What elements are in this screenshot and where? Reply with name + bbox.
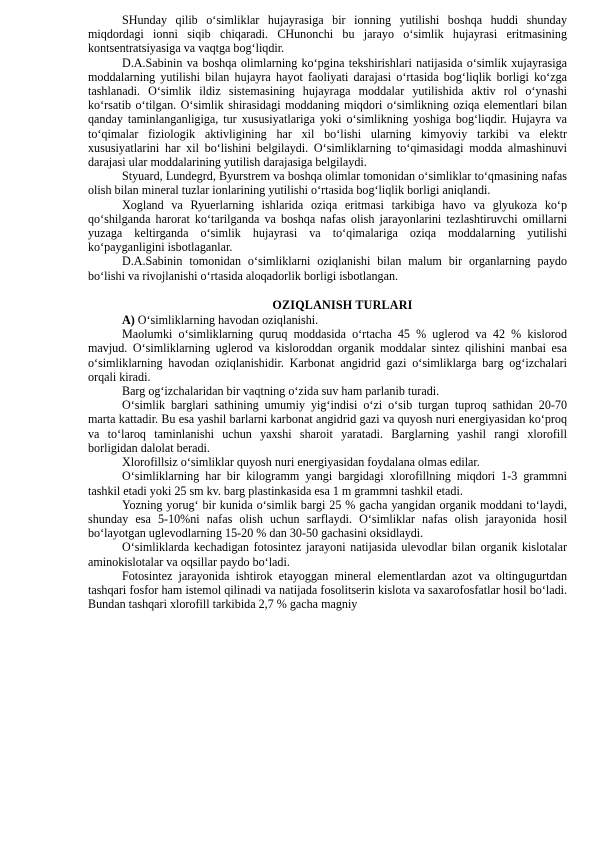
subsection-title: O‘simliklarning havodan oziqlanishi. [134,313,319,328]
paragraph: O‘simlik barglari sathining umumiy yig‘indisi o‘zi o‘sib turgan tuproq sathidan 20-70 marta kattadir. Bu esa yashil barlarni karbonat angidrid gazi va quyosh nuri energiyasidan ko‘proq va to‘laroq taminlanishi uchun yaxshi sharoit yaratadi. Barglarning yashil rangi xlorofill borligidan dalolat beradi. [88,398,567,455]
paragraph: Fotosintez jarayonida ishtirok etayoggan mineral elementlardan azot va oltingugurtdan tashqari fosfor ham istemol qilinadi va natijada fosolitserin kislota va saxarofosfatlar hosil bo‘ladi. Bundan tashqari xlorofill tarkibida 2,7 % gacha magniy [88,568,567,612]
paragraph: O‘simliklarda kechadigan fotosintez jarayoni natijasida ulevodlar bilan organik kislotalar aminokislotalar va oqsillar paydo bo‘ladi. [88,540,567,569]
subsection-letter: A) [122,313,135,328]
spacer [88,283,567,298]
document-page [88,13,567,611]
paragraph: Yozning yorug‘ bir kunida o‘simlik bargi 25 % gacha yangidan organik moddani to‘laydi, shunday esa 5-10%ni nafas olish uchun sarflaydi. O‘simliklar nafas olish jarayonida hosil bo‘layotgan uglevodlarning 15-20 % dan 30-50 gachasini oksidlaydi. [88,497,567,541]
paragraph: Barg og‘izchalaridan bir vaqtning o‘zida suv ham parlanib turadi. [122,384,440,399]
section-heading: OZIQLANISH TURLARI [272,297,413,312]
paragraph: Maolumki o‘simliklarning quruq moddasida o‘rtacha 45 % uglerod va 42 % kislorod mavjud. O‘simliklarning uglerod va kisloroddan organik moddalar sintez qilishini manbai esa o‘simliklarning havodan oziqlanishidir. Karbonat angidrid gazi o‘simliklarga barg og‘izchalari orqali kiradi. [88,327,567,384]
paragraph: Xogland va Ryuerlarning ishlarida oziqa eritmasi tarkibiga havo va glyukoza ko‘p qo‘shilganda harorat ko‘tarilganda va boshqa nafas olish jarayonlarini tezlashtiruvchi omillarni yuzaga keltirganda o‘simlik hujayrasi va to‘qimalariga oziqa moddalarning yutilishi ko‘payganligini isbotlaganlar. [88,197,567,255]
paragraph: Styuard, Lundegrd, Byurstrem va boshqa olimlar tomonidan o‘simliklar to‘qmasining nafas olish bilan mineral tuzlar ionlarining yutilishi o‘rtasida bog‘liqlik borligi aniqlandi. [88,169,567,198]
paragraph: O‘simliklarning har bir kilogramm yangi bargidagi xlorofillning miqdori 1-3 grammni tashkil etadi yoki 25 sm kv. barg plastinkasida esa 1 m grammni tashkil etadi. [88,469,567,498]
paragraph: D.A.Sabinin tomonidan o‘simliklarni oziqlanishi bilan malum bir organlarning paydo bo‘lishi va rivojlanishi o‘rtasida aloqadorlik borligi isbotlangan. [88,254,567,283]
paragraph: SHunday qilib o‘simliklar hujayrasiga bir ionning yutilishi boshqa huddi shunday miqdordagi ionni siqib chiqaradi. CHunonchi bu jarayo o‘simlik hujayrasi eritmasining kontsentratsiyasiga va vaqtga bog‘liqdir. [88,13,567,56]
paragraph: D.A.Sabinin va boshqa olimlarning ko‘pgina tekshirishlari natijasida o‘simlik xujayrasiga moddalarning yutilishi bilan hujayra hayot faoliyati darajasi o‘rtasida bog‘liqlik borligi ko‘zga tashlanadi. O‘simlik ildiz sistemasining hujayraga moddalar yutilishida aktiv rol o‘ynashi ko‘rsatib o‘tilgan. O‘simlik shirasidagi moddaning miqdori o‘simlikning oziqa elementlari bilan qanday taminlanganligiga, tur xususiyatlariga yoki o‘simlikning yoshiga bog‘liqdir. Hujayra va to‘qimalar fiziologik aktivligining har xil bo‘lishi ularning kimyoviy tarkibi va elektr xususiyatlarini har xil bo‘lishini belgilaydi. O‘simliklarning to‘qimasidagi modda almashinuvi darajasi ular moddalarining yutilish darajasiga belgilaydi. [88,55,567,170]
subsection-heading [88,313,567,327]
paragraph: Xlorofillsiz o‘simliklar quyosh nuri energiyasidan foydalana olmas edilar. [122,455,480,470]
